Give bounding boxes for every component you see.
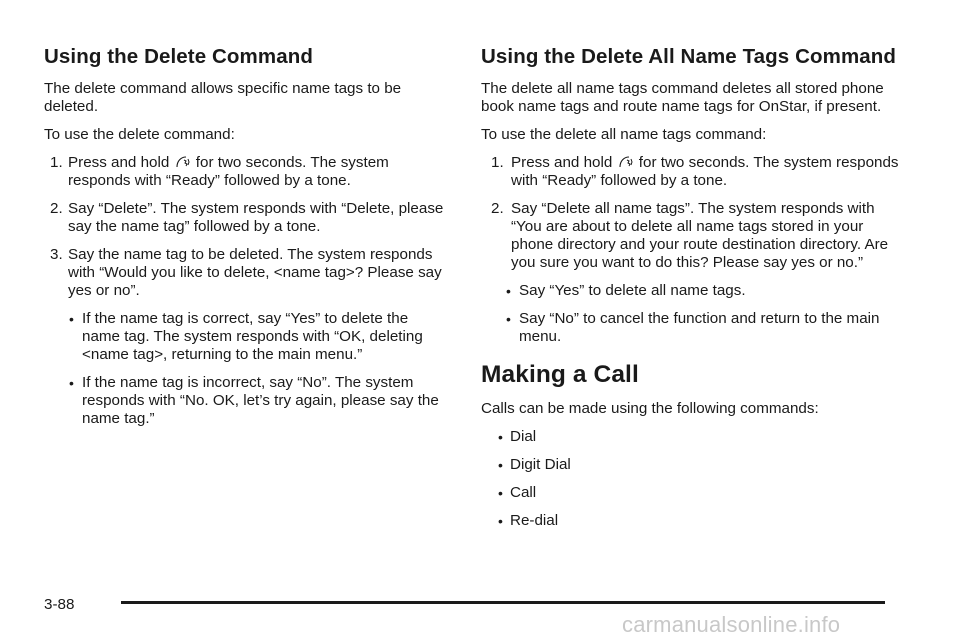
bullet-icon: • — [506, 311, 511, 327]
step-1: 1. Press and hold for two seconds. The system responds with “Ready” followed by a tone. — [491, 154, 899, 189]
bullet-icon: • — [69, 311, 74, 327]
footer-rule — [121, 601, 885, 604]
intro-delete-all-command: The delete all name tags command deletes all stored phone book name tags and route name tags for OnStar, if present. — [481, 80, 884, 115]
bullet-no: • Say “No” to cancel the function and return to the main menu. — [506, 310, 880, 345]
intro-delete-command: The delete command allows specific name tags to be deleted. — [44, 80, 402, 115]
step-1: 1. Press and hold for two seconds. The system responds with “Ready” followed by a tone. — [50, 154, 389, 189]
phone-voice-icon — [175, 155, 191, 169]
bullet-icon: • — [506, 283, 511, 299]
watermark: carmanualsonline.info — [622, 612, 841, 637]
lead-delete-command: To use the delete command: — [44, 126, 235, 143]
bullet-icon: • — [498, 513, 503, 529]
step-3: 3. Say the name tag to be deleted. The system responds with “Would you like to delete, <name tag>? Please say yes or no”. — [50, 246, 442, 299]
bullet-yes: • Say “Yes” to delete all name tags. — [506, 282, 746, 299]
phone-voice-icon — [618, 155, 634, 169]
left-column — [44, 44, 444, 428]
bullet-no: • If the name tag is incorrect, say “No”. The system responds with “No. OK, let’s try again, please say the name tag.” — [69, 374, 439, 427]
bullet-icon: • — [498, 429, 503, 445]
bullet-icon: • — [498, 485, 503, 501]
list-item: • Digit Dial — [498, 456, 571, 473]
bullet-icon: • — [69, 375, 74, 391]
right-column — [481, 44, 901, 530]
bullet-icon: • — [498, 457, 503, 473]
list-item: • Call — [498, 484, 537, 501]
lead-delete-all-command: To use the delete all name tags command: — [481, 126, 767, 143]
list-item: • Re-dial — [498, 512, 559, 529]
delete-all-steps — [481, 154, 901, 272]
step-2: 2. Say “Delete all name tags”. The system responds with “You are about to delete all name tags stored in your phone directory and your route destination directory. Are you sure you want to do this? Please say yes or no.” — [491, 200, 889, 271]
step-2: 2. Say “Delete”. The system responds with “Delete, please say the name tag” followed by a tone. — [50, 200, 444, 235]
delete-steps — [44, 154, 444, 300]
list-item: • Dial — [498, 428, 537, 445]
intro-making-a-call: Calls can be made using the following commands: — [481, 400, 819, 417]
page-number: 3-88 — [44, 596, 75, 613]
heading-delete-all-command: Using the Delete All Name Tags Command — [481, 45, 897, 68]
call-command-list — [481, 428, 901, 530]
heading-making-a-call: Making a Call — [481, 361, 639, 388]
heading-delete-command: Using the Delete Command — [44, 45, 313, 68]
bullet-yes: • If the name tag is correct, say “Yes” to delete the name tag. The system responds with “OK, deleting <name tag>, returning to the main menu.” — [69, 310, 423, 363]
